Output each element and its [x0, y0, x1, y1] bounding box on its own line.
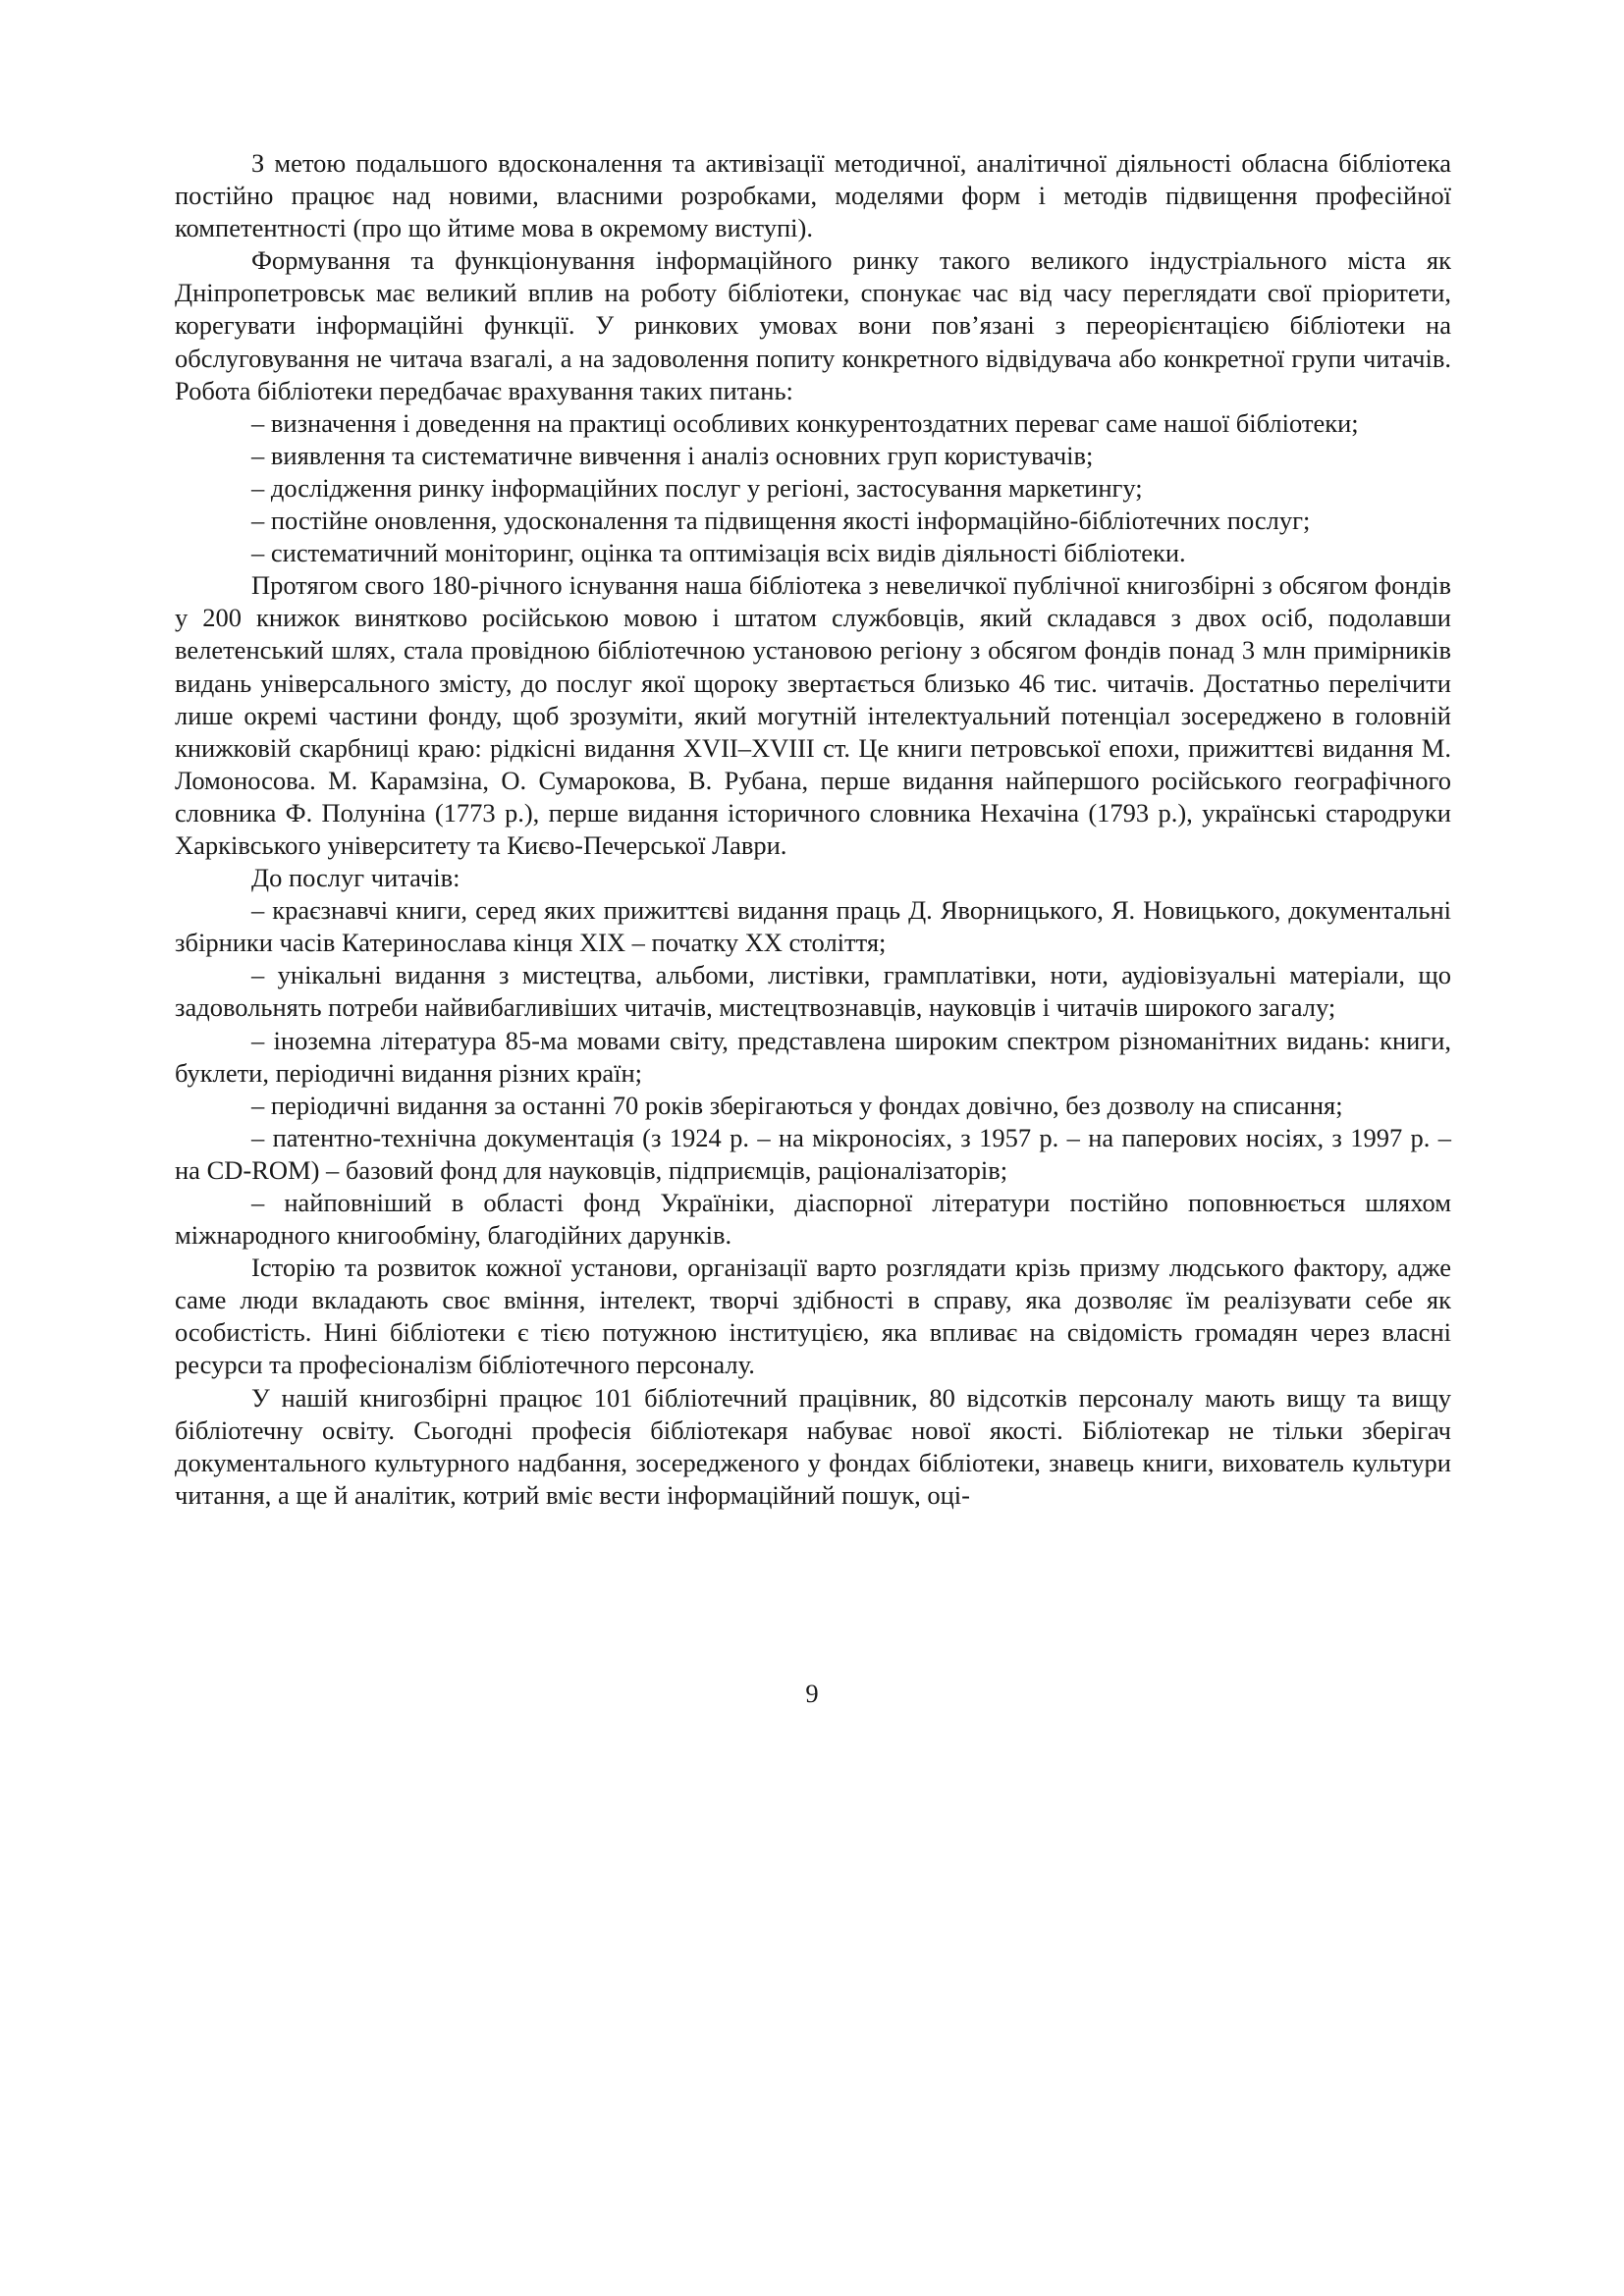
paragraph-human-factor: Історію та розвиток кожної установи, організації варто розглядати крізь призму людського фактору, адже саме люди вкладають своє вміння, інтелект, творчі здібності в справу, яка дозволяє їм реалізувати себе як особистість. Нині бібліотеки є тією потужною інституцією, яка впливає на свідомість громадян через власні ресурси та професіоналізм бібліотечного персоналу. — [175, 1253, 1451, 1380]
list-item: – виявлення та систематичне вивчення і аналіз основних груп користувачів; — [251, 440, 1094, 470]
list-item: – іноземна література 85-ма мовами світу, представлена широким спектром різноманітних видань: книги, буклети, періодичні видання різних країн; — [175, 1025, 1451, 1088]
paragraph-history: Протягом свого 180-річного існування наша бібліотека з невеличкої публічної книгозбірні з обсягом фондів у 200 книжок винятково російською мовою і штатом службовців, який складався з двох осіб, подолавши велетенський шлях, стала провідною бібліотечною установою регіону з обсягом фондів понад 3 млн примірників видань універсального змісту, до послуг якої щороку звертається близько 46 тис. читачів. Достатньо перелічити лише окремі частини фонду, щоб зрозуміти, який могутній інтелектуальний потенціал зосереджено в головній книжковій скарбниці краю: рідкісні видання XVII–XVIII ст. Це книги петровської епохи, прижиттєві видання М. Ломоносова. М. Карамзіна, О. Сумарокова, В. Рубана, перше видання найпершого російського географічного словника Ф. Полуніна (1773 р.), перше видання історичного словника Нехачіна (1793 р.), українські стародруки Харківського університету та Києво-Печерської Лаври. — [175, 570, 1451, 860]
list-item: – періодичні видання за останні 70 років зберігаються у фондах довічно, без дозволу на списання; — [251, 1090, 1343, 1120]
list-item: – унікальні видання з мистецтва, альбоми, листівки, грамплатівки, ноти, аудіовізуальні матеріали, що задовольнять потреби найвибагливіших читачів, мистецтвознавців, науковців і читачів широкого загалу; — [175, 960, 1451, 1023]
list-item: – систематичний моніторинг, оцінка та оптимізація всіх видів діяльності бібліотеки. — [251, 538, 1186, 568]
list-item: – патентно-технічна документація (з 1924 р. – на мікроносіях, з 1957 р. – на паперових носіях, з 1997 р. – на CD-ROM) – базовий фонд для науковців, підприємців, раціоналізаторів; — [175, 1122, 1451, 1185]
paragraph-information-market: Формування та функціонування інформаційного ринку такого великого індустріального міста як Дніпропетровськ має великий вплив на роботу бібліотеки, спонукає час від часу переглядати свої пріоритети, корегувати інформаційні функції. У ринкових умовах вони пов’язані з переорієнтацією бібліотеки на обслуговування не читача взагалі, а на задоволення попиту конкретного відвідувача або конкретної групи читачів. Робота бібліотеки передбачає врахування таких питань: — [175, 245, 1451, 405]
list-item: – дослідження ринку інформаційних послуг у регіоні, застосування маркетингу; — [251, 472, 1143, 503]
list-item: – найповніший в області фонд Україніки, діаспорної літератури постійно поповнюється шляхом міжнародного книгообміну, благодійних дарунків. — [175, 1188, 1451, 1251]
paragraph-services-heading: До послуг читачів: — [251, 863, 460, 893]
document-page — [175, 147, 1451, 1512]
list-item: – краєзнавчі книги, серед яких прижиттєві видання праць Д. Яворницького, Я. Новицького, документальні збірники часів Катеринослава кінця ХІХ – початку ХХ століття; — [175, 895, 1451, 958]
paragraph-staff: У нашій книгозбірні працює 101 бібліотечний працівник, 80 відсотків персоналу мають вищу та вищу бібліотечну освіту. Сьогодні професія бібліотекаря набуває нової якості. Бібліотекар не тільки зберігач документального культурного надбання, зосередженого у фондах бібліотеки, знавець книги, вихователь культури читання, а ще й аналітик, котрий вміє вести інформаційний пошук, оці- — [175, 1382, 1451, 1510]
list-item: – визначення і доведення на практиці особливих конкурентоздатних переваг саме нашої бібліотеки; — [251, 407, 1359, 438]
paragraph-intro: З метою подальшого вдосконалення та активізації методичної, аналітичної діяльності обласна бібліотека постійно працює над новими, власними розробками, моделями форм і методів підвищення професійної компетентності (про що йтиме мова в окремому виступі). — [175, 148, 1451, 243]
list-item: – постійне оновлення, удосконалення та підвищення якості інформаційно-бібліотечних послуг; — [251, 506, 1311, 536]
page-number: 9 — [805, 1679, 819, 1708]
